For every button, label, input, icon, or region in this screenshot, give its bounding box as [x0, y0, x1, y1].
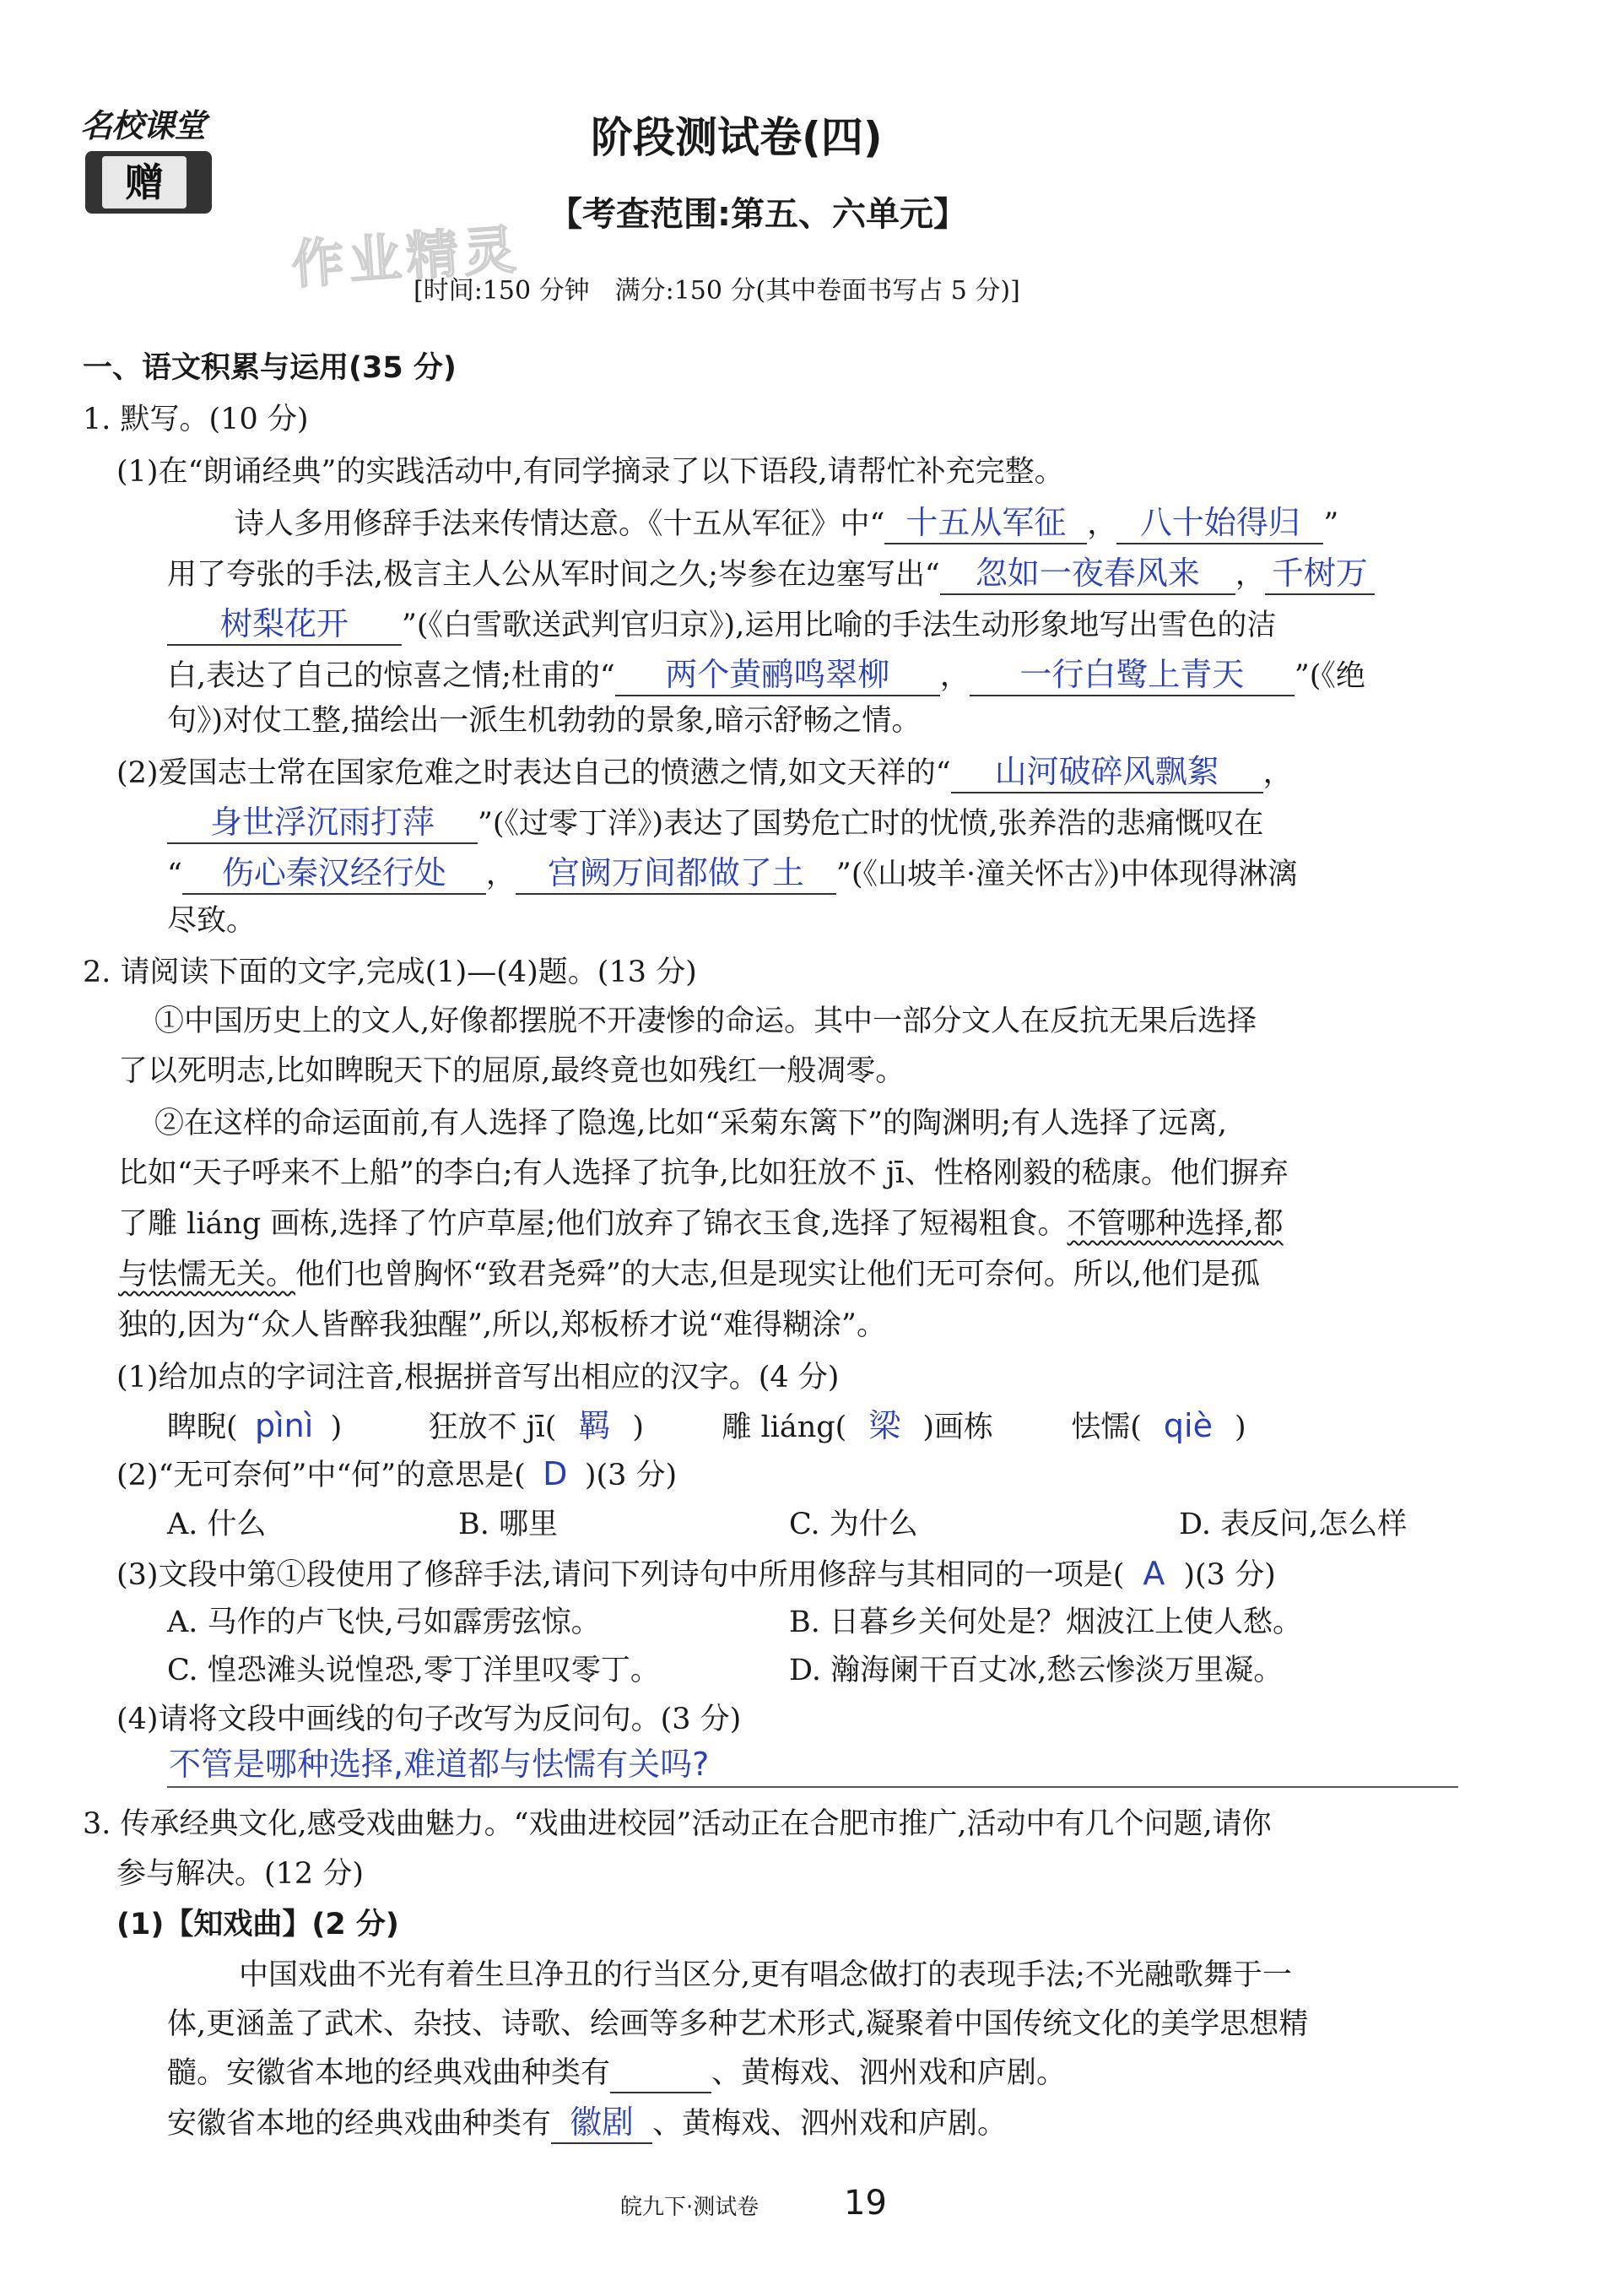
- footer-label: 皖九下·测试卷: [620, 2195, 759, 2220]
- answer[interactable]: qiè: [1163, 1407, 1213, 1444]
- section-heading: 一、语文积累与运用(35 分): [83, 351, 457, 385]
- q1-line: [167, 553, 1375, 595]
- q1-part1-intro: (1)在“朗诵经典”的实践活动中,有同学摘录了以下语段,请帮忙补充完整。: [116, 455, 1064, 489]
- q2-sub1: (1)给加点的字词注音,根据拼音写出相应的汉字。(4 分): [116, 1361, 840, 1394]
- answer-text: 、黄梅戏、泗州戏和庐剧。: [652, 2107, 1008, 2141]
- word: )画栋: [922, 1411, 993, 1444]
- publisher-logo: [80, 100, 232, 218]
- word: 怯懦(: [1071, 1411, 1142, 1444]
- answer[interactable]: 不管是哪种选择,难道都与怯懦有关吗?: [169, 1746, 710, 1783]
- passage-line: [167, 2053, 1066, 2093]
- q1-line: [167, 654, 1365, 696]
- q2-sub1-answers: [167, 1405, 1246, 1448]
- punct: ，: [485, 858, 516, 891]
- answer[interactable]: pìnì: [254, 1407, 314, 1444]
- q1-line: [167, 604, 1276, 646]
- answer-blank[interactable]: 十五从军征: [884, 502, 1087, 544]
- answer-blank[interactable]: 树梨花开: [167, 604, 402, 646]
- q2-sub2: [116, 1454, 677, 1496]
- answer-blank[interactable]: 八十始得归: [1116, 502, 1323, 544]
- answer-text: 安徽省本地的经典戏曲种类有: [167, 2107, 552, 2141]
- gift-badge: [85, 151, 212, 214]
- passage-line: [118, 1204, 1284, 1244]
- q1-text: ”(《绝: [1294, 659, 1365, 693]
- q1-text: ”(《山坡羊·潼关怀古》)中体现得淋漓: [835, 858, 1298, 891]
- passage-line: 独的,因为“众人皆醉我独醒”,所以,郑板桥才说“难得糊涂”。: [118, 1308, 886, 1342]
- q1-text: 诗人多用修辞手法来传情达意。《十五从军征》中“: [235, 507, 885, 541]
- q1-line: 句》)对仗工整,描绘出一派生机勃勃的景象,暗示舒畅之情。: [167, 704, 922, 738]
- passage-text: 、黄梅戏、泗州戏和庐剧。: [711, 2056, 1067, 2090]
- punct: ”: [1323, 507, 1339, 541]
- word: 睥睨(: [167, 1411, 238, 1444]
- passage-line: 比如“天子呼来不上船”的李白;有人选择了抗争,比如狂放不 jī、性格刚毅的嵇康。他们摒弃: [118, 1156, 1289, 1190]
- watermark: 作业精灵: [289, 218, 523, 296]
- q3-title: 3. 传承经典文化,感受戏曲魅力。“戏曲进校园”活动正在合肥市推广,活动中有几个问题,请你: [83, 1807, 1272, 1841]
- option: C. 为什么: [789, 1508, 918, 1541]
- gift-badge-text: 赠: [102, 156, 186, 208]
- answer[interactable]: D: [543, 1455, 568, 1492]
- q1-line: [167, 853, 1297, 895]
- page-number: 19: [844, 2184, 887, 2223]
- exam-scope: 【考查范围:第五、六单元】: [549, 195, 967, 234]
- q2-sub3-text: )(3 分): [1183, 1558, 1276, 1592]
- passage-text: 了雕 liáng 画栋,选择了竹庐草屋;他们放弃了锦衣玉食,选择了短褐粗食。: [118, 1207, 1068, 1241]
- answer-blank[interactable]: 两个黄鹂鸣翠柳: [615, 654, 940, 696]
- q1-line: [167, 802, 1263, 844]
- option: B. 哪里: [458, 1508, 558, 1541]
- q1-title: 1. 默写。(10 分): [83, 403, 309, 436]
- page-title: 阶段测试卷(四): [591, 113, 883, 162]
- answer-blank[interactable]: 宫阙万间都做了土: [516, 853, 836, 895]
- answer-blank[interactable]: [610, 2058, 711, 2093]
- q2-title: 2. 请阅读下面的文字,完成(1)—(4)题。(13 分): [83, 956, 697, 989]
- q2-sub2-text: (2)“无可奈何”中“何”的意思是(: [116, 1459, 526, 1492]
- passage-line: [118, 1254, 1260, 1295]
- q3-sub1: (1)【知戏曲】(2 分): [116, 1908, 399, 1941]
- answer-blank[interactable]: 徽剧: [551, 2102, 652, 2144]
- passage-text: 他们也曾胸怀“致君尧舜”的大志,但是现实让他们无可奈何。所以,他们是孤: [295, 1258, 1261, 1292]
- passage-line: 了以死明志,比如睥睨天下的屈原,最终竟也如残红一般凋零。: [118, 1054, 905, 1088]
- q1-text: 用了夸张的手法,极言主人公从军时间之久;岑参在边塞写出“: [167, 558, 940, 592]
- wavy-underlined-text: 与怯懦无关。: [118, 1258, 296, 1292]
- word: 雕 liáng(: [722, 1411, 847, 1444]
- answer-line: [167, 2102, 1007, 2144]
- answer-blank[interactable]: 伤心秦汉经行处: [182, 853, 486, 895]
- punct: ): [1234, 1411, 1246, 1444]
- answer-line: [167, 1786, 1458, 1788]
- q2-sub3-text: (3)文段中第①段使用了修辞手法,请问下列诗句中所用修辞与其相同的一项是(: [116, 1558, 1125, 1592]
- q2-sub4: (4)请将文段中画线的句子改写为反问句。(3 分): [116, 1703, 742, 1736]
- punct: ，: [1235, 558, 1265, 592]
- q1-text: ”(《过零丁洋》)表达了国势危亡时的忧愤,张养浩的悲痛慨叹在: [478, 807, 1264, 841]
- q1-text: ”(《白雪歌送武判官归京》),运用比喻的手法生动形象地写出雪色的洁: [402, 609, 1277, 642]
- option: B. 日暮乡关何处是？烟波江上使人愁。: [789, 1606, 1302, 1639]
- punct: ，: [1262, 756, 1293, 790]
- passage-line: ②在这样的命运面前,有人选择了隐逸,比如“采菊东篱下”的陶渊明;有人选择了远离,: [154, 1107, 1227, 1140]
- wavy-underlined-text: 不管哪种选择,都: [1067, 1207, 1284, 1241]
- q2-sub2-text: )(3 分): [584, 1459, 678, 1492]
- q1-line: [235, 502, 1338, 544]
- punct: ，: [1087, 507, 1117, 541]
- q3-title: 参与解决。(12 分): [116, 1857, 364, 1891]
- answer-blank[interactable]: 身世浮沉雨打萍: [167, 802, 478, 844]
- answer-blank[interactable]: 一行白鹭上青天: [970, 654, 1295, 696]
- time-info: [时间:150 分钟 满分:150 分(其中卷面书写占 5 分)]: [414, 276, 1020, 306]
- answer-blank[interactable]: 忽如一夜春风来: [940, 553, 1235, 595]
- q1-text: (2)爱国志士常在国家危难之时表达自己的愤懑之情,如文天祥的“: [116, 756, 951, 790]
- q2-sub3: [116, 1553, 1276, 1595]
- option: D. 表反问,怎么样: [1179, 1508, 1408, 1541]
- q1-line: [116, 751, 1293, 793]
- word: 狂放不 jī(: [428, 1411, 557, 1444]
- logo-text: 名校课堂: [80, 107, 206, 144]
- answer-blank[interactable]: 山河破碎风飘絮: [951, 751, 1263, 793]
- answer-blank[interactable]: 千树万: [1265, 553, 1375, 595]
- passage-line: 中国戏曲不光有着生旦净丑的行当区分,更有唱念做打的表现手法;不光融歌舞于一: [239, 1958, 1292, 1992]
- passage-line: ①中国历史上的文人,好像都摆脱不开凄惨的命运。其中一部分文人在反抗无果后选择: [154, 1004, 1257, 1038]
- q1-text: 白,表达了自己的惊喜之情;杜甫的“: [167, 659, 615, 693]
- option: A. 马作的卢飞快,弓如霹雳弦惊。: [167, 1606, 601, 1639]
- option: C. 惶恐滩头说惶恐,零丁洋里叹零丁。: [167, 1654, 660, 1687]
- option: D. 瀚海阑干百丈冰,愁云惨淡万里凝。: [789, 1654, 1284, 1687]
- answer[interactable]: A: [1143, 1555, 1165, 1592]
- q1-line: 尽致。: [167, 904, 257, 938]
- punct: ): [632, 1411, 645, 1444]
- answer[interactable]: 羁: [578, 1407, 611, 1444]
- punct: ): [330, 1411, 343, 1444]
- punct: ，: [939, 659, 970, 693]
- answer[interactable]: 梁: [868, 1407, 901, 1444]
- punct: “: [167, 858, 182, 891]
- passage-line: 体,更涵盖了武术、杂技、诗歌、绘画等多种艺术形式,凝聚着中国传统文化的美学思想精: [167, 2007, 1309, 2041]
- option: A. 什么: [167, 1508, 267, 1541]
- passage-text: 髓。安徽省本地的经典戏曲种类有: [167, 2056, 611, 2090]
